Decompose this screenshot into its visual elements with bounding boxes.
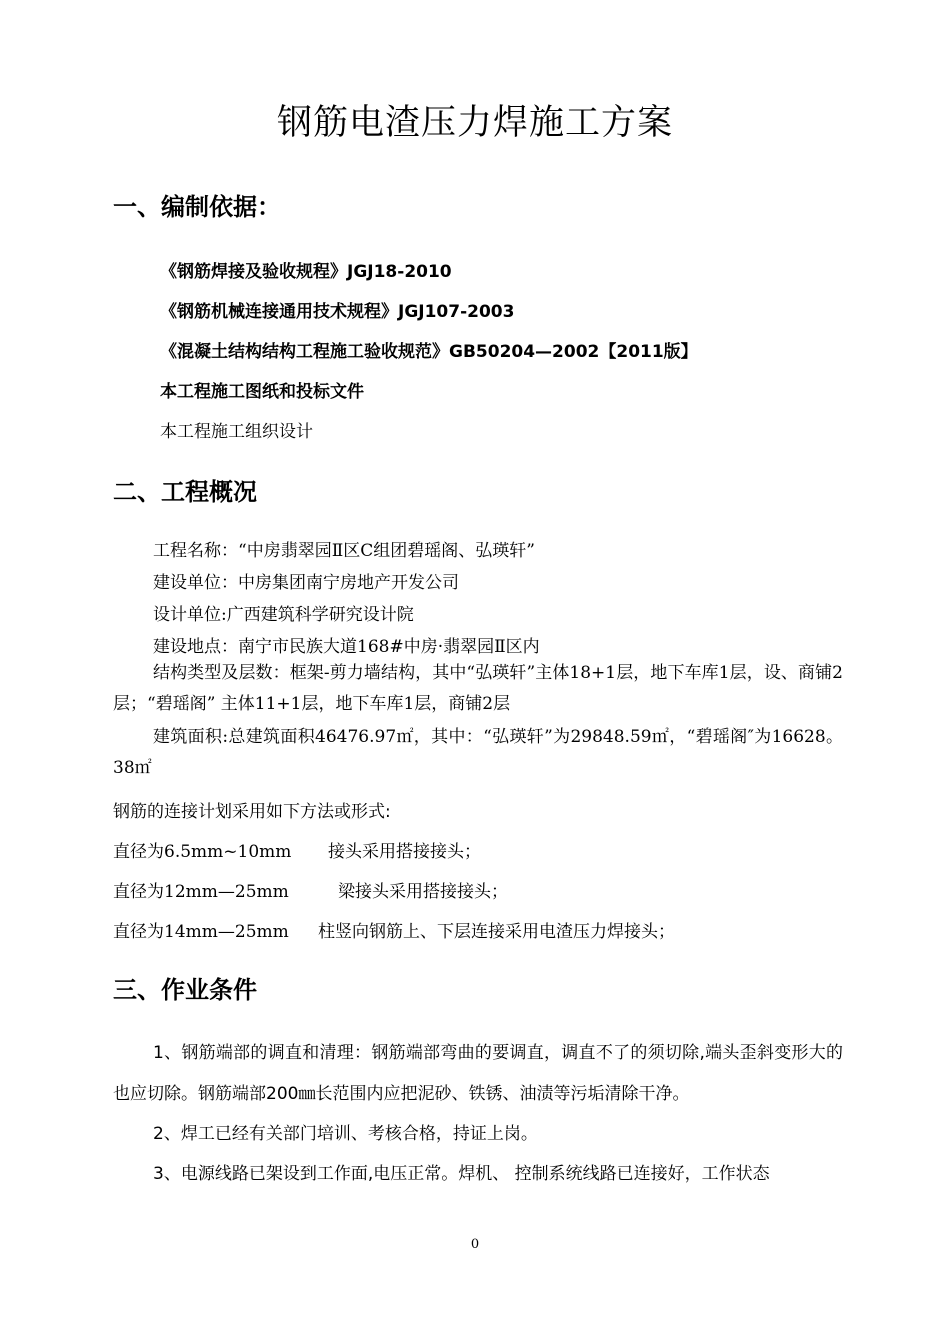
- reference-item: 本工程施工图纸和投标文件: [160, 382, 364, 402]
- connection-intro: 钢筋的连接计划采用如下方法或形式:: [113, 802, 391, 822]
- area-paragraph: 建筑面积:总建筑面积46476.97㎡，其中：“弘瑛轩”为29848.59㎡，“碧瑶阁″为16628。38㎡: [113, 727, 843, 778]
- section1-heading: 一、编制依据：: [113, 193, 281, 221]
- connection-diameter: 直径为14mm—25mm: [113, 922, 289, 942]
- section2-heading: 二、工程概况: [113, 478, 257, 506]
- document-title: 钢筋电渣压力焊施工方案: [276, 103, 673, 143]
- section3-heading: 三、作业条件: [113, 976, 257, 1004]
- page-number: 0: [470, 1237, 480, 1252]
- reference-item: 本工程施工组织设计: [160, 422, 313, 442]
- connection-diameter: 直径为12mm—25mm: [113, 882, 289, 902]
- designer: 设计单位:广西建筑科学研究设计院: [153, 605, 414, 625]
- builder: 建设单位：中房集团南宁房地产开发公司: [153, 573, 459, 593]
- condition-item: 3、电源线路已架设到工作面,电压正常。焊机、 控制系统线路已连接好，工作状态: [153, 1164, 770, 1184]
- condition-item: 2、焊工已经有关部门培训、考核合格，持证上岗。: [153, 1124, 538, 1144]
- connection-method: 梁接头采用搭接接头；: [338, 882, 508, 902]
- connection-diameter: 直径为6.5mm~10mm: [113, 842, 292, 862]
- connection-method: 接头采用搭接接头；: [328, 842, 481, 862]
- reference-item: 《钢筋焊接及验收规程》JGJ18-2010: [160, 262, 452, 282]
- location: 建设地点：南宁市民族大道168#中房·翡翠园Ⅱ区内: [153, 637, 540, 657]
- project-name: 工程名称：“中房翡翠园Ⅱ区C组团碧瑶阁、弘瑛轩”: [153, 541, 535, 561]
- structure-paragraph: 结构类型及层数：框架-剪力墙结构，其中“弘瑛轩”主体18+1层，地下车库1层，设、商铺2层；“碧瑶阁” 主体11+1层，地下车库1层，商铺2层: [113, 663, 843, 714]
- reference-item: 《混凝土结构结构工程施工验收规范》GB50204—2002【2011版】: [160, 342, 698, 362]
- condition-item: 1、钢筋端部的调直和清理：钢筋端部弯曲的要调直，调直不了的须切除,端头歪斜变形大的也应切除。钢筋端部200㎜长范围内应把泥砂、铁锈、油渍等污垢清除干净。: [113, 1043, 843, 1104]
- connection-method: 柱竖向钢筋上、下层连接采用电渣压力焊接头；: [318, 922, 675, 942]
- reference-item: 《钢筋机械连接通用技术规程》JGJ107-2003: [160, 302, 515, 322]
